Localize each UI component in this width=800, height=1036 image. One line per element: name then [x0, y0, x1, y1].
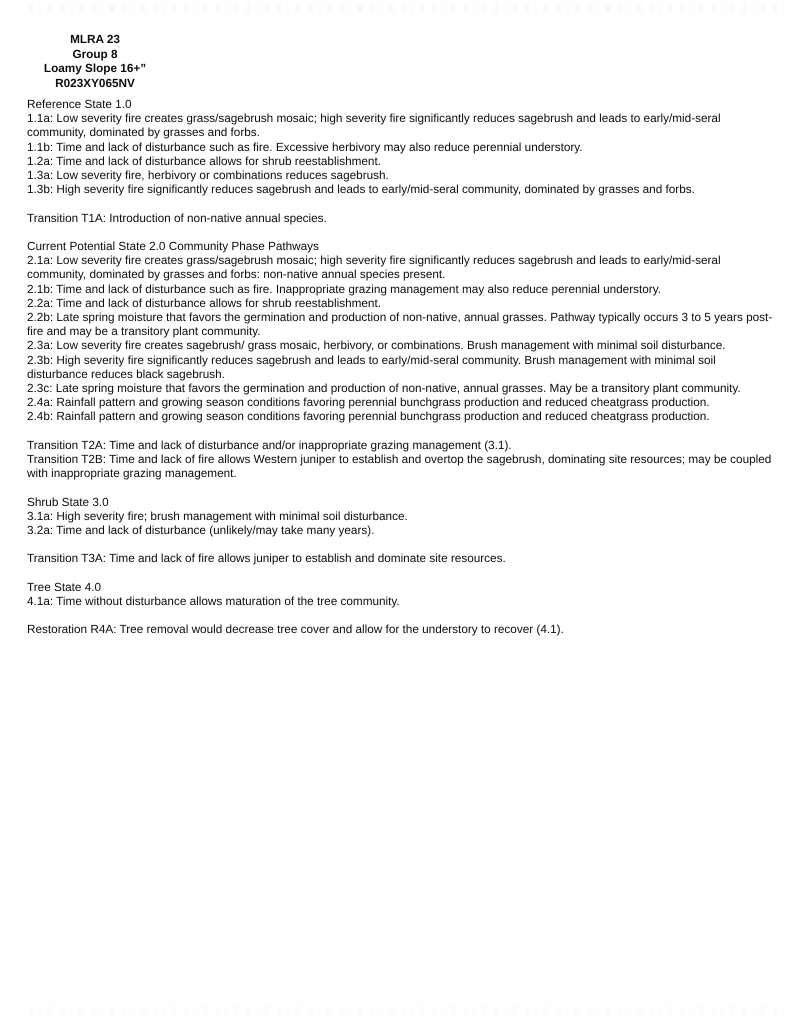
text-line: 1.1b: Time and lack of disturbance such as fire. Excessive herbivory may also reduce perennial understory. — [27, 140, 583, 154]
text-line: 1.3b: High severity fire significantly reduces sagebrush and leads to early/mid-seral community, dominated by grasses and forbs. — [27, 183, 695, 197]
section-reference-state-1-0 — [27, 98, 776, 197]
text-line: 2.3c: Late spring moisture that favors the germination and production of non-native, annual grasses. May be a transitory plant community. — [27, 382, 741, 396]
text-line: Current Potential State 2.0 Community Phase Pathways — [27, 240, 319, 253]
section-shrub-state-3-0 — [27, 496, 776, 539]
section-current-potential-state-2-0 — [27, 240, 776, 425]
text-line: 2.1b: Time and lack of disturbance such as fire. Inappropriate grazing management may also reduce perennial understory. — [27, 282, 661, 296]
text-line: 4.1a: Time without disturbance allows maturation of the tree community. — [27, 595, 400, 609]
section-tree-state-4-0 — [27, 581, 776, 609]
section-transition-t1a — [27, 212, 776, 226]
document-header — [27, 33, 163, 91]
text-line: 2.2b: Late spring moisture that favors the germination and production of non-native, annual grasses. Pathway typically occurs 3 to 5 years post-fire and may be a transitory plant community. — [27, 311, 773, 339]
header-line-group: Group 8 — [72, 47, 118, 61]
text-line: 2.3a: Low severity fire creates sagebrush/ grass mosaic, herbivory, or combinations. Brush management with minimal soil disturbance. — [27, 339, 726, 353]
text-line: 1.3a: Low severity fire, herbivory or combinations reduces sagebrush. — [27, 169, 389, 183]
text-line: Shrub State 3.0 — [27, 495, 109, 509]
text-line: 2.3b: High severity fire significantly reduces sagebrush and leads to early/mid-seral community. Brush management with minimal soil disturbance reduces black sagebrush. — [27, 353, 716, 381]
text-line: Tree State 4.0 — [27, 580, 102, 594]
text-line: Reference State 1.0 — [27, 98, 132, 111]
text-line: 1.1a: Low severity fire creates grass/sagebrush mosaic; high severity fire significantly reduces sagebrush and leads to early/mid-seral community, dominated by grasses and forbs. — [27, 112, 721, 140]
text-line: 2.4b: Rainfall pattern and growing season conditions favoring perennial bunchgrass production and reduced cheatgrass production. — [27, 410, 710, 424]
section-transitions-t2a-t2b — [27, 439, 776, 482]
scan-artifact-top — [30, 4, 792, 13]
text-line: 2.1a: Low severity fire creates grass/sagebrush mosaic; high severity fire significantly reduces sagebrush and leads to early/mid-seral community, dominated by grasses and forbs: non-native annual species present. — [27, 254, 721, 282]
text-line: 2.2a: Time and lack of disturbance allows for shrub reestablishment. — [27, 296, 381, 310]
text-line: Transition T3A: Time and lack of fire allows juniper to establish and dominate site resources. — [27, 552, 506, 566]
section-transition-t3a — [27, 552, 776, 566]
text-line: 2.4a: Rainfall pattern and growing season conditions favoring perennial bunchgrass production and reduced cheatgrass production. — [27, 396, 710, 410]
text-line: 1.2a: Time and lack of disturbance allows for shrub reestablishment. — [27, 154, 381, 168]
text-line: Transition T1A: Introduction of non-native annual species. — [27, 211, 327, 225]
text-line: Transition T2A: Time and lack of disturbance and/or inappropriate grazing management (3.1). — [27, 438, 512, 452]
text-line: Restoration R4A: Tree removal would decrease tree cover and allow for the understory to recover (4.1). — [27, 623, 564, 637]
header-line-site-id: R023XY065NV — [55, 76, 135, 90]
text-line: 3.1a: High severity fire; brush management with minimal soil disturbance. — [27, 509, 408, 523]
header-line-site-name: Loamy Slope 16+” — [43, 62, 147, 75]
text-line: Transition T2B: Time and lack of fire allows Western juniper to establish and overtop the sagebrush, dominating site resources; may be coupled with inappropriate grazing management. — [27, 453, 772, 481]
document-body — [27, 98, 776, 638]
text-line: 3.2a: Time and lack of disturbance (unlikely/may take many years). — [27, 524, 375, 538]
header-line-mlra: MLRA 23 — [70, 33, 120, 46]
section-restoration-r4a — [27, 623, 776, 637]
scan-artifact-bottom — [30, 1006, 792, 1015]
